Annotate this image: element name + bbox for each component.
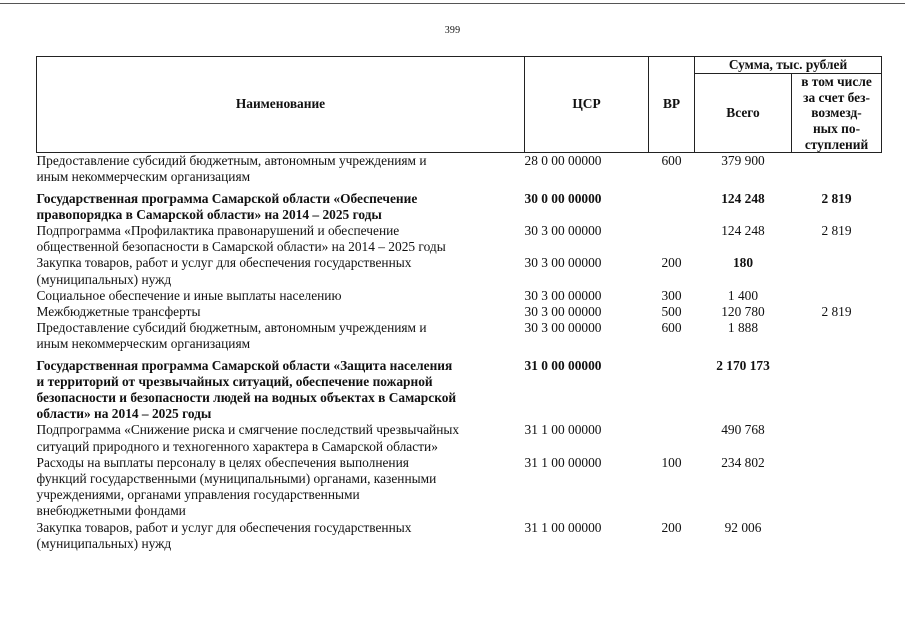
- cell-name: [37, 186, 525, 223]
- cell-total: 124 248: [721, 222, 765, 238]
- cell-name: [37, 520, 525, 552]
- cell-name-line: общественной безопасности в Самарской области» на 2014 – 2025 годы: [36, 239, 446, 255]
- table-row: [37, 520, 882, 552]
- cell-incl: [792, 288, 882, 304]
- cell-incl: [792, 353, 882, 423]
- cell-name-line: Межбюджетные трансферты: [36, 304, 201, 319]
- cell-csr: 31 1 00 00000: [524, 422, 602, 438]
- cell-total: 124 248: [721, 190, 765, 206]
- cell-incl: 2 819: [821, 190, 852, 206]
- cell-name-line: Государственная программа Самарской области «Защита населения: [36, 357, 453, 373]
- cell-total: 180: [732, 255, 754, 271]
- cell-name-line: Социальное обеспечение и иные выплаты населению: [36, 287, 342, 303]
- cell-csr: 30 3 00 00000: [524, 320, 602, 336]
- cell-csr: 30 3 00 00000: [524, 304, 602, 319]
- cell-vr: [649, 422, 695, 454]
- cell-name-line: иным некоммерческим организациям: [36, 336, 251, 352]
- cell-name-line: учреждениями, органами управления государственными: [36, 487, 360, 503]
- cell-vr: 200: [661, 519, 682, 535]
- table-row: [37, 320, 882, 352]
- cell-name: [37, 455, 525, 520]
- table-header: [37, 57, 882, 153]
- header-incl-line: ных по-: [812, 120, 861, 136]
- cell-name: [37, 422, 525, 454]
- cell-name-line: Предоставление субсидий бюджетным, автономным учреждениям и: [36, 153, 427, 169]
- cell-vr: 600: [661, 153, 682, 169]
- cell-csr: 31 1 00 00000: [524, 519, 602, 535]
- cell-vr: 300: [661, 287, 682, 303]
- cell-name-line: правопорядка в Самарской области» на 2014 – 2025 годы: [36, 206, 382, 222]
- cell-name-line: Государственная программа Самарской области «Обеспечение: [36, 190, 418, 206]
- cell-name-line: Предоставление субсидий бюджетным, автономным учреждениям и: [36, 320, 427, 336]
- cell-csr: 30 3 00 00000: [524, 287, 602, 303]
- cell-name-line: и территорий от чрезвычайных ситуаций, обеспечение пожарной: [36, 373, 433, 389]
- cell-csr: 31 1 00 00000: [524, 454, 602, 470]
- cell-incl: [792, 520, 882, 552]
- cell-incl: [792, 255, 882, 287]
- cell-total: 490 768: [721, 422, 765, 438]
- table-row: [37, 186, 882, 223]
- cell-vr: 500: [661, 304, 682, 319]
- cell-name: [37, 304, 525, 320]
- table-row: [37, 255, 882, 287]
- page-number: 399: [444, 25, 461, 36]
- cell-name-line: функций государственными (муниципальными) органами, казенными: [36, 471, 437, 487]
- header-name: Наименование: [37, 57, 525, 153]
- top-rule: [0, 3, 905, 4]
- cell-name-line: Закупка товаров, работ и услуг для обеспечения государственных: [36, 255, 412, 271]
- header-incl-line: ступлений: [804, 136, 869, 152]
- cell-csr: 28 0 00 00000: [524, 153, 602, 169]
- cell-name: [37, 353, 525, 423]
- cell-total: 1 400: [727, 287, 759, 303]
- cell-vr: 200: [661, 255, 682, 271]
- cell-vr: 600: [661, 320, 682, 336]
- cell-name-line: (муниципальных) нужд: [36, 271, 172, 287]
- cell-vr: [649, 223, 695, 255]
- header-csr: ЦСР: [525, 57, 649, 153]
- cell-name: [37, 153, 525, 186]
- table-row: [37, 353, 882, 423]
- cell-incl: [792, 455, 882, 520]
- cell-incl: 2 819: [821, 222, 852, 238]
- budget-table: [36, 56, 882, 552]
- cell-name: [37, 288, 525, 304]
- header-incl: [792, 74, 882, 153]
- cell-incl: 2 819: [821, 304, 852, 319]
- header-incl-line: за счет без-: [803, 89, 870, 105]
- cell-name-line: Подпрограмма «Профилактика правонарушений и обеспечение: [36, 222, 400, 238]
- header-vr: ВР: [649, 57, 695, 153]
- cell-name-line: (муниципальных) нужд: [36, 535, 172, 551]
- cell-csr: 31 0 00 00000: [524, 357, 602, 373]
- table-row: [37, 288, 882, 304]
- header-total: Всего: [695, 74, 792, 153]
- cell-name: [37, 223, 525, 255]
- cell-incl: [792, 422, 882, 454]
- cell-name: [37, 320, 525, 352]
- cell-name-line: Закупка товаров, работ и услуг для обеспечения государственных: [36, 519, 412, 535]
- table-row: [37, 223, 882, 255]
- header-incl-line: возмезд-: [811, 105, 862, 121]
- cell-name-line: безопасности и безопасности людей на водных объектах в Самарской: [36, 390, 457, 406]
- cell-csr: 30 0 00 00000: [524, 190, 602, 206]
- cell-incl: [792, 320, 882, 352]
- cell-name-line: Расходы на выплаты персоналу в целях обеспечения выполнения: [36, 454, 409, 470]
- cell-csr: 30 3 00 00000: [524, 222, 602, 238]
- cell-name: [37, 255, 525, 287]
- cell-vr: [649, 186, 695, 223]
- cell-total: 120 780: [721, 304, 765, 319]
- cell-name-line: внебюджетными фондами: [36, 503, 186, 519]
- cell-name-line: ситуаций природного и техногенного характера в Самарской области»: [36, 438, 438, 454]
- cell-name-line: иным некоммерческим организациям: [36, 169, 251, 185]
- table-row: [37, 422, 882, 454]
- table-body: [37, 153, 882, 552]
- cell-vr: [649, 353, 695, 423]
- cell-csr: 30 3 00 00000: [524, 255, 602, 271]
- cell-total: 234 802: [721, 454, 765, 470]
- table-row: [37, 304, 882, 320]
- cell-total: 2 170 173: [716, 357, 770, 373]
- header-incl-line: в том числе: [801, 74, 872, 90]
- table-row: [37, 455, 882, 520]
- header-amount-group: Сумма, тыс. рублей: [695, 57, 882, 74]
- cell-name-line: области» на 2014 – 2025 годы: [36, 406, 212, 422]
- cell-total: 379 900: [721, 153, 765, 169]
- cell-vr: 100: [661, 454, 682, 470]
- cell-name-line: Подпрограмма «Снижение риска и смягчение последствий чрезвычайных: [36, 422, 460, 438]
- cell-total: 92 006: [724, 519, 762, 535]
- table-row: [37, 153, 882, 186]
- cell-incl: [792, 153, 882, 186]
- cell-total: 1 888: [727, 320, 759, 336]
